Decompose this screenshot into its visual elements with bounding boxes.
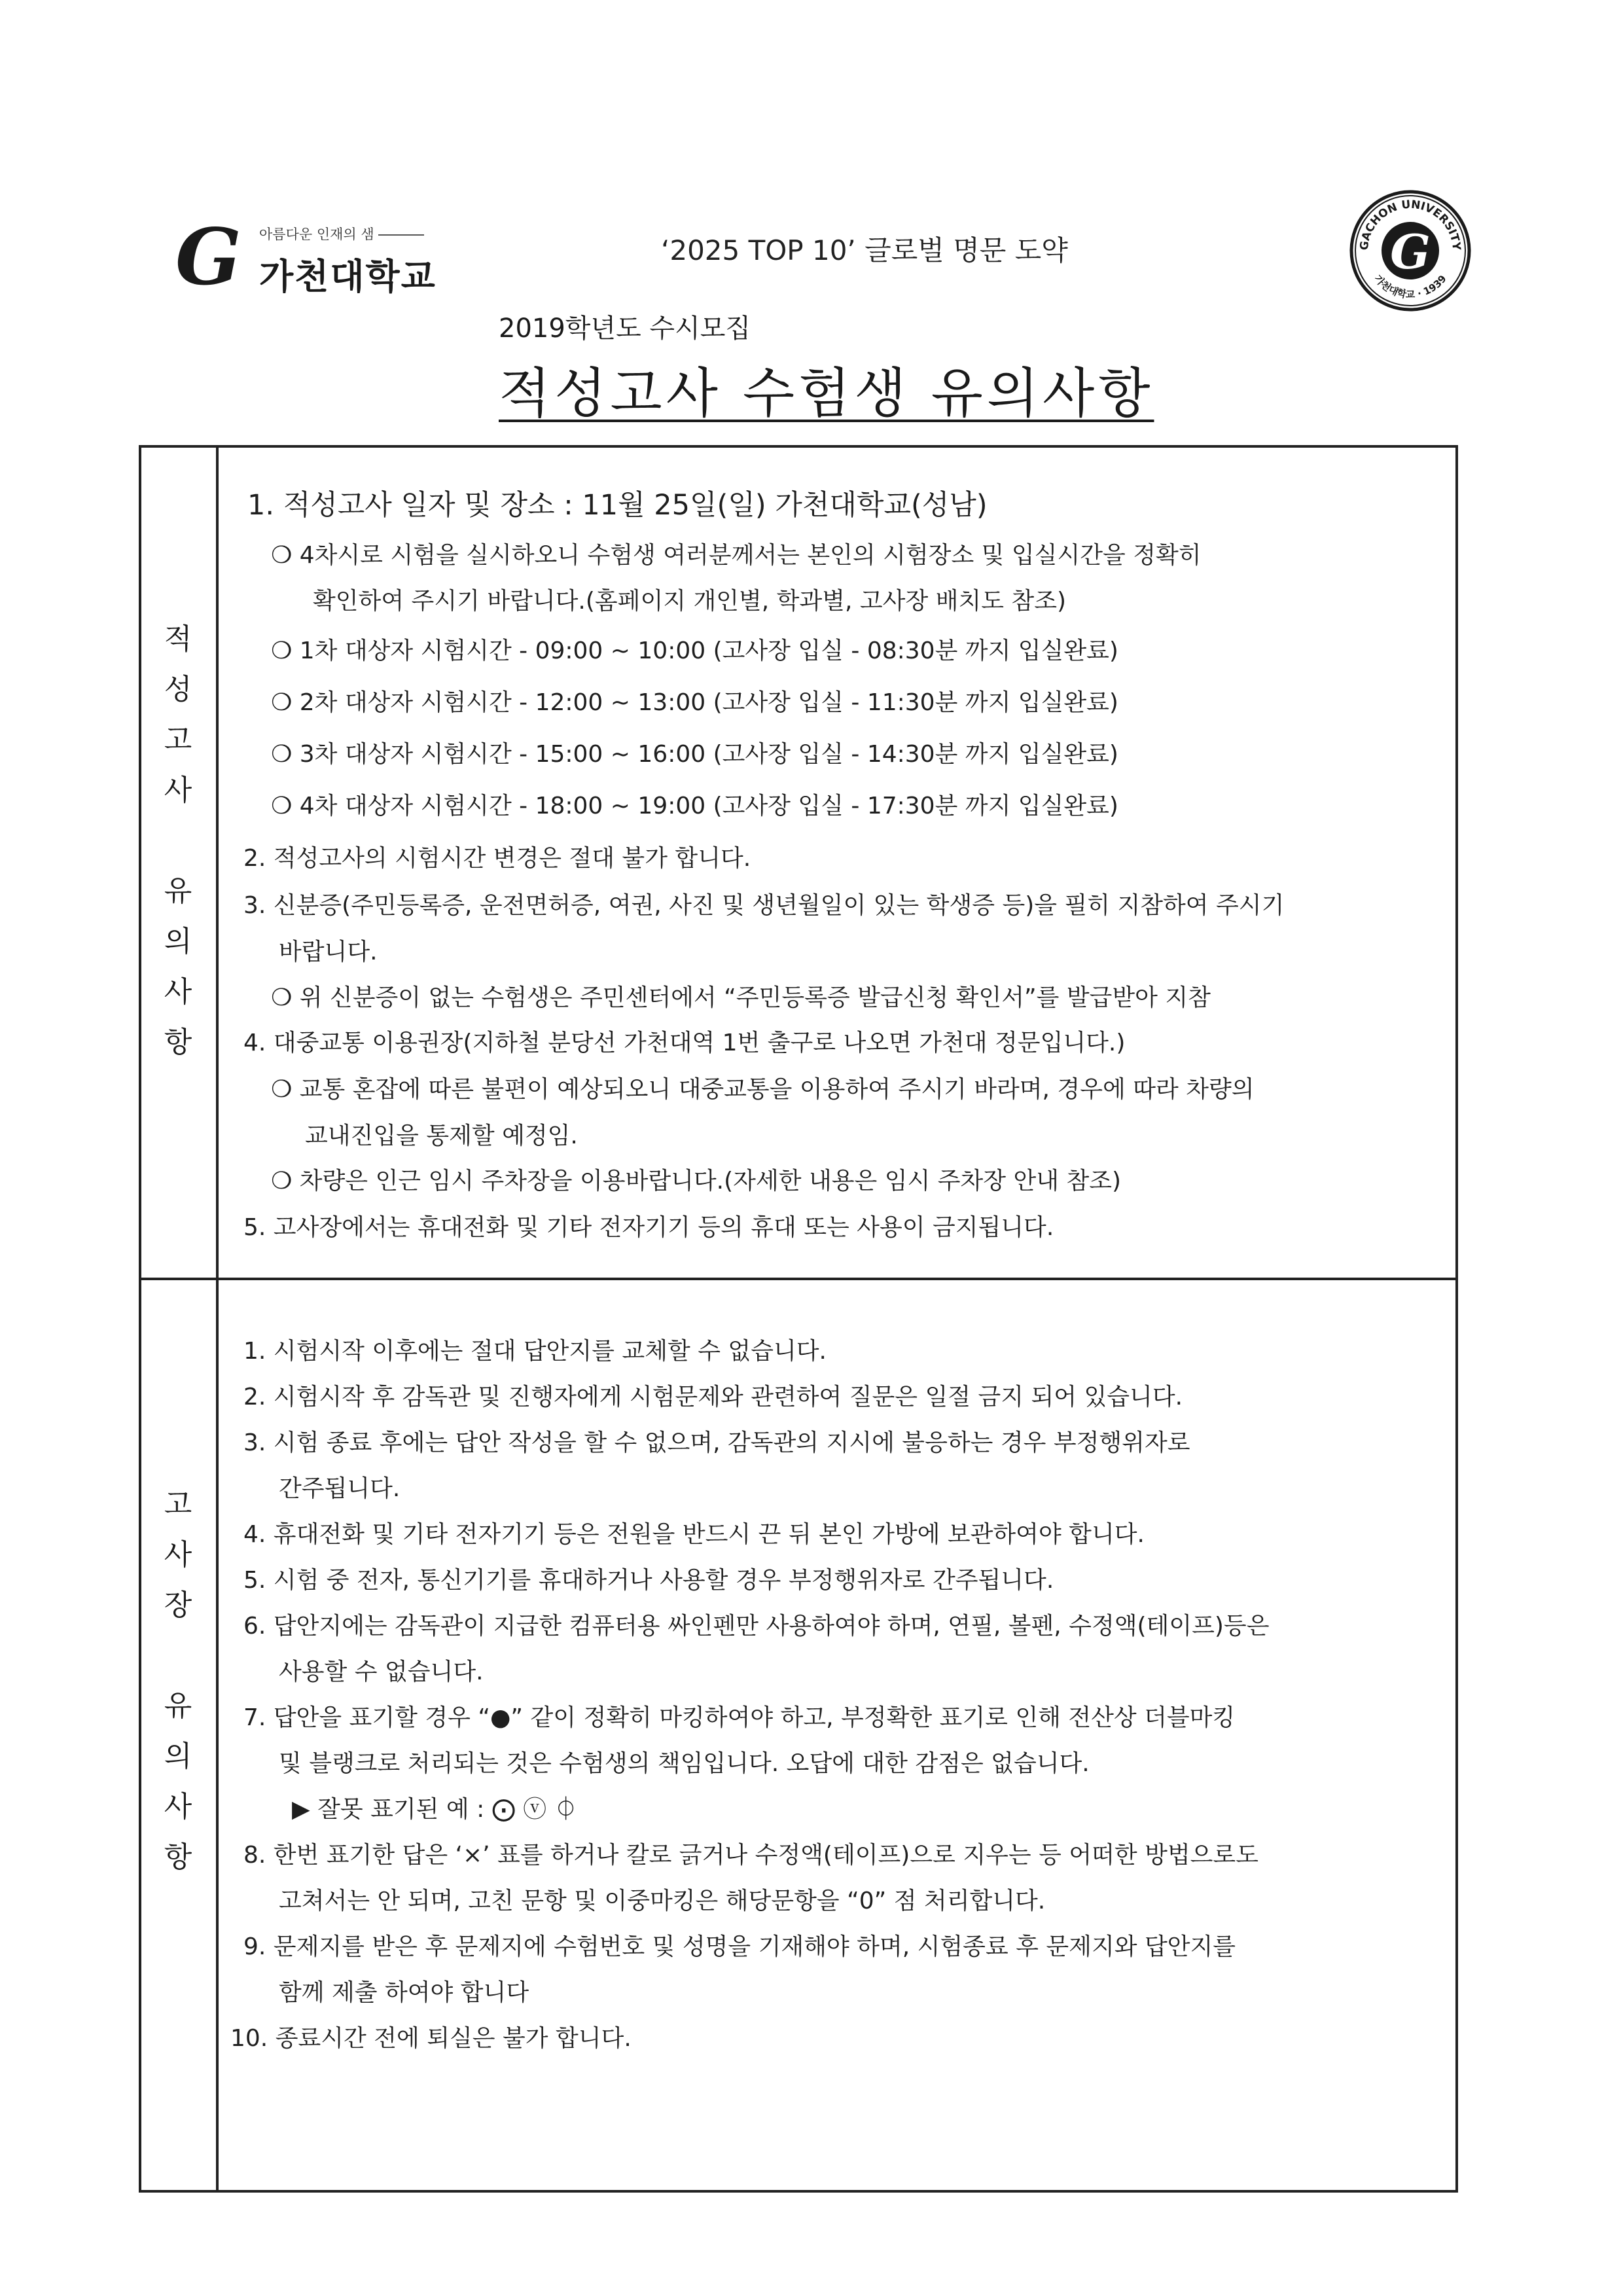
notice-line: 및 블랭크로 처리되는 것은 수험생의 책임입니다. 오답에 대한 감점은 없습니다. xyxy=(279,1750,1090,1777)
section2-label-char: 사 xyxy=(164,1538,192,1571)
section2-label-char: 장 xyxy=(164,1588,192,1622)
notice-line: ❍ 차량은 인근 임시 주차장을 이용바랍니다.(자세한 내용은 임시 주차장 안내 참조) xyxy=(271,1168,1122,1194)
section1-label-char: 유 xyxy=(164,874,192,908)
svg-text:GACHON UNIVERSITY: GACHON UNIVERSITY xyxy=(1357,198,1463,251)
notice-line: 1. 시험시작 이후에는 절대 답안지를 교체할 수 없습니다. xyxy=(243,1338,827,1365)
section2-label-char: 사 xyxy=(164,1790,192,1823)
section1-label-char: 고 xyxy=(164,723,192,757)
section2-label-char xyxy=(140,1630,216,1681)
svg-text:G: G xyxy=(1390,224,1431,279)
notice-line: ❍ 1차 대상자 시험시간 - 09:00 ~ 10:00 (고사장 입실 - 08:30분 까지 입실완료) xyxy=(271,637,1118,664)
notice-line: 3. 신분증(주민등록증, 운전면허증, 여권, 사진 및 생년월일이 있는 학생증 등)을 필히 지참하여 주시기 xyxy=(243,892,1285,919)
notice-line: 2. 시험시작 후 감독관 및 진행자에게 시험문제와 관련하여 질문은 일절 금지 되어 있습니다. xyxy=(243,1384,1183,1410)
section-divider xyxy=(139,1278,1458,1280)
section1-label-char: 항 xyxy=(164,1026,192,1059)
section1-label-char: 의 xyxy=(164,925,192,958)
notice-line: 교내진입을 통제할 예정임. xyxy=(305,1122,578,1149)
section2-label-char: 의 xyxy=(164,1740,192,1773)
notice-line: ❍ 2차 대상자 시험시간 - 12:00 ~ 13:00 (고사장 입실 - 11:30분 까지 입실완료) xyxy=(271,689,1118,716)
notice-line: 2. 적성고사의 시험시간 변경은 절대 불가 합니다. xyxy=(243,845,751,872)
slogan: ‘2025 TOP 10’ 글로벌 명문 도약 xyxy=(661,234,1068,266)
notice-line: 함께 제출 하여야 합니다 xyxy=(279,1979,529,2006)
notice-line: 8. 한번 표기한 답은 ‘×’ 표를 하거나 칼로 긁거나 수정액(테이프)으로 지우는 등 어떠한 방법으로도 xyxy=(243,1842,1258,1869)
notice-line: 바랍니다. xyxy=(279,939,378,965)
section1-label-char: 사 xyxy=(164,975,192,1009)
column-divider xyxy=(216,445,219,2193)
notice-line: ❍ 위 신분증이 없는 수험생은 주민센터에서 “주민등록증 발급신청 확인서”를 발급받아 지참 xyxy=(271,984,1211,1011)
notice-line: 4. 휴대전화 및 기타 전자기기 등은 전원을 반드시 끈 뒤 본인 가방에 보관하여야 합니다. xyxy=(243,1521,1145,1548)
notice-line: ❍ 교통 혼잡에 따른 불편이 예상되오니 대중교통을 이용하여 주시기 바라며, 경우에 따라 차량의 xyxy=(271,1076,1255,1103)
section2-label-char: 유 xyxy=(164,1689,192,1723)
section2-label xyxy=(140,1479,216,1882)
notice-line: 5. 시험 중 전자, 통신기기를 휴대하거나 사용할 경우 부정행위자로 간주됩니다. xyxy=(243,1567,1054,1594)
marking-example-line: ▶ 잘못 표기된 예 : ⨀ ⓥ ⏀ xyxy=(292,1796,578,1823)
svg-text:가천대학교 · 1939: 가천대학교 · 1939 xyxy=(1372,272,1449,300)
notice-line: 9. 문제지를 받은 후 문제지에 수험번호 및 성명을 기재해야 하며, 시험종료 후 문제지와 답안지를 xyxy=(243,1933,1236,1960)
notice-line: 간주됩니다. xyxy=(279,1475,401,1502)
notice-line: 6. 답안지에는 감독관이 지급한 컴퓨터용 싸인펜만 사용하여야 하며, 연필, 볼펜, 수정액(테이프)등은 xyxy=(243,1613,1270,1640)
section2-label-char: 항 xyxy=(164,1840,192,1874)
logo-tagline: 아름다운 인재의 샘 xyxy=(259,226,374,242)
notice-line: 사용할 수 없습니다. xyxy=(279,1659,484,1685)
notice-line: 확인하여 주시기 바랍니다.(홈페이지 개인별, 학과별, 고사장 배치도 참조) xyxy=(313,588,1067,615)
logo-name: 가천대학교 xyxy=(259,256,437,297)
notice-line: ❍ 3차 대상자 시험시간 - 15:00 ~ 16:00 (고사장 입실 - 14:30분 까지 입실완료) xyxy=(271,741,1118,768)
notice-line: 7. 답안을 표기할 경우 “●” 같이 정확히 마킹하여야 하고, 부정확한 표기로 인해 전산상 더블마킹 xyxy=(243,1704,1236,1731)
notice-line: 5. 고사장에서는 휴대전화 및 기타 전자기기 등의 휴대 또는 사용이 금지됩니다. xyxy=(243,1214,1054,1241)
notice-line: 4. 대중교통 이용권장(지하철 분당선 가천대역 1번 출구로 나오면 가천대 정문입니다.) xyxy=(243,1030,1126,1056)
notice-line: ❍ 4차 대상자 시험시간 - 18:00 ~ 19:00 (고사장 입실 - 17:30분 까지 입실완료) xyxy=(271,793,1118,819)
notice-line: 3. 시험 종료 후에는 답안 작성을 할 수 없으며, 감독관의 지시에 불응하는 경우 부정행위자로 xyxy=(243,1429,1190,1456)
notice-line: ❍ 4차시로 시험을 실시하오니 수험생 여러분께서는 본인의 시험장소 및 입실시간을 정확히 xyxy=(271,542,1202,569)
notice-line: 10. 종료시간 전에 퇴실은 불가 합니다. xyxy=(230,2025,632,2052)
page-title: 적성고사 수험생 유의사항 xyxy=(499,363,1154,425)
subtitle: 2019학년도 수시모집 xyxy=(499,314,751,344)
section1-label-char: 사 xyxy=(164,774,192,807)
notice-line: 고쳐서는 안 되며, 고친 문항 및 이중마킹은 해당문항을 “0” 점 처리합니다. xyxy=(279,1888,1046,1914)
section1-label-char: 적 xyxy=(164,622,192,656)
section1-label-char: 성 xyxy=(164,673,192,706)
logo-g-icon: G xyxy=(175,211,241,302)
section2-label-char: 고 xyxy=(164,1488,192,1521)
university-seal-icon xyxy=(1348,188,1472,313)
section1-label-char xyxy=(140,816,216,866)
notice-line: 1. 적성고사 일자 및 장소 : 11월 25일(일) 가천대학교(성남) xyxy=(247,489,988,522)
university-logo xyxy=(175,211,437,302)
section1-label xyxy=(140,614,216,1067)
